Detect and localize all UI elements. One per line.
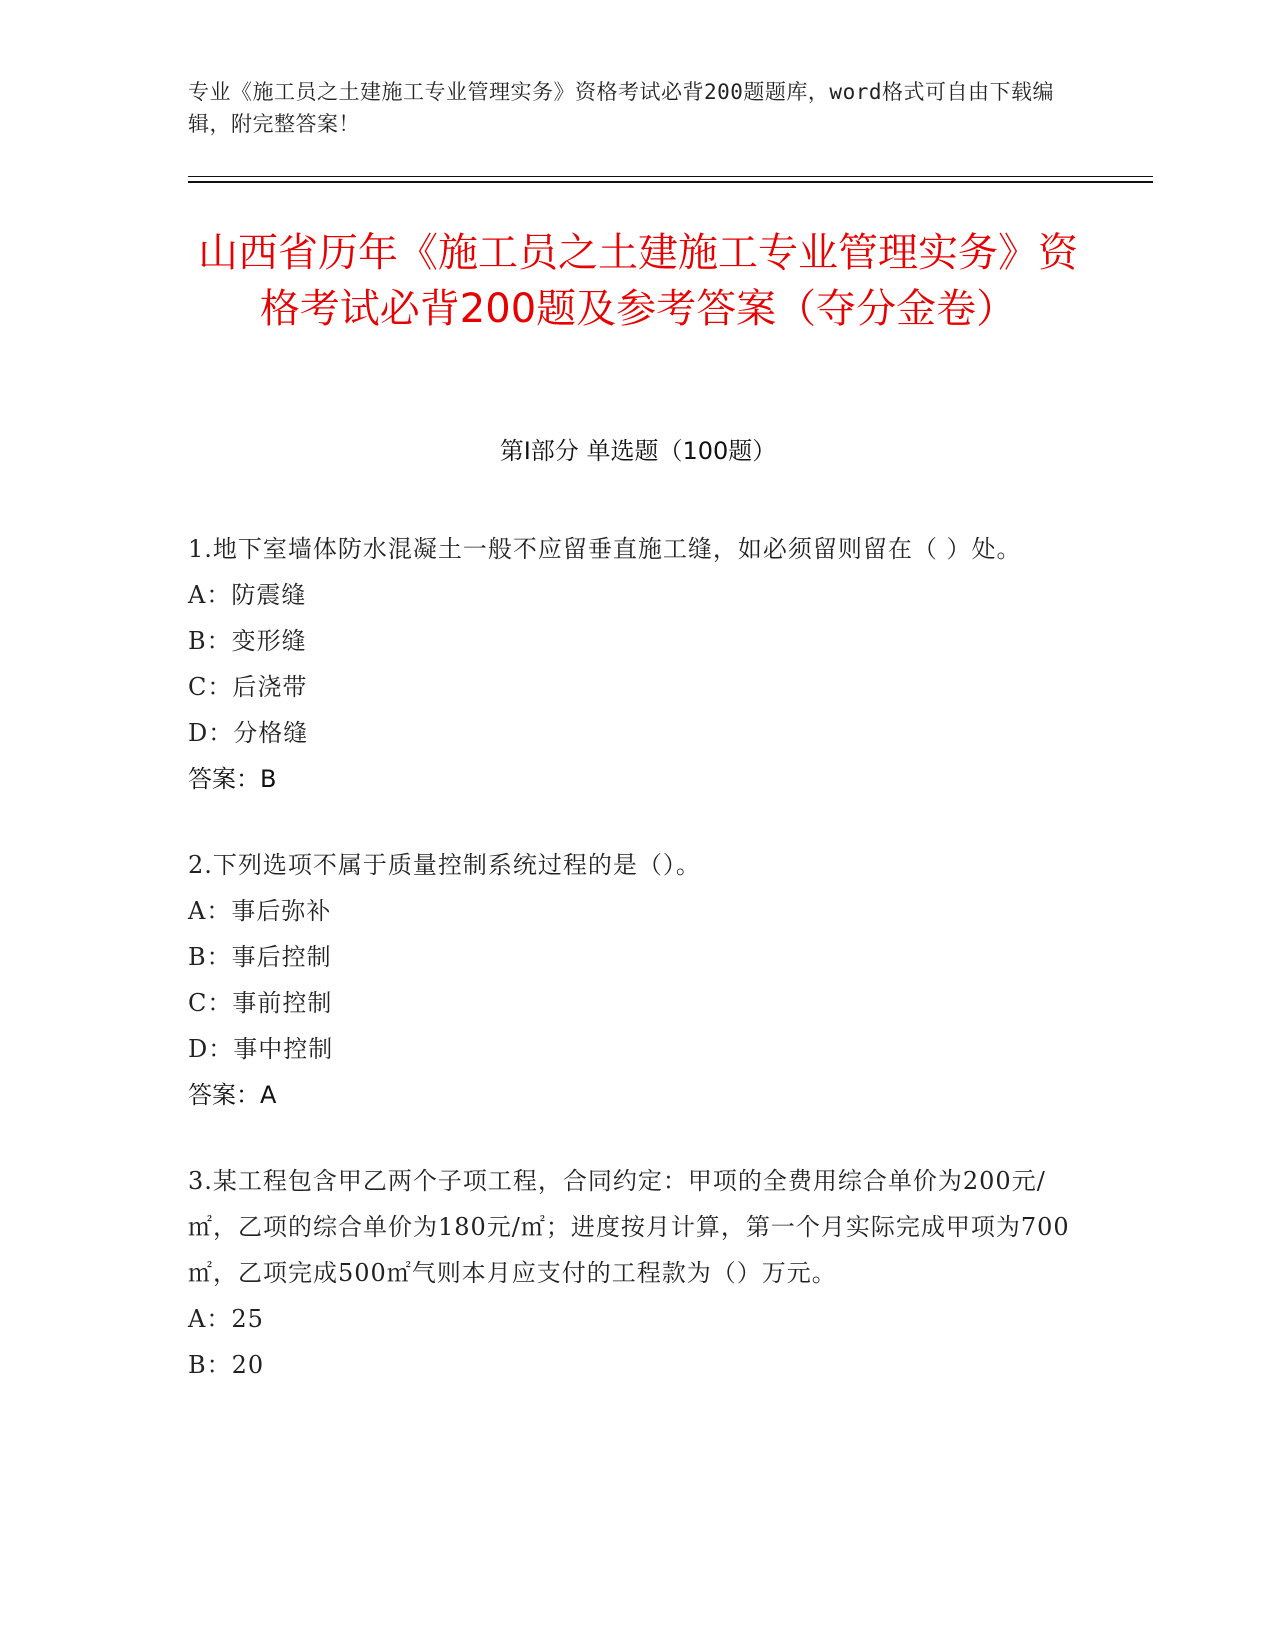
option-b: B：事后控制 <box>188 943 332 971</box>
answer-line: 答案：B <box>188 765 277 793</box>
question-2 <box>188 842 1078 1118</box>
option-a: A：事后弥补 <box>188 897 332 925</box>
option-d: D：事中控制 <box>188 1035 334 1063</box>
section-heading: 第Ⅰ部分 单选题（100题） <box>499 437 777 465</box>
header-note: 专业《施工员之土建施工专业管理实务》资格考试必背200题题库，word格式可自由下载编辑，附完整答案！ <box>188 80 1054 136</box>
option-a: A：25 <box>188 1305 264 1333</box>
question-3 <box>188 1158 1078 1388</box>
header-divider-thick <box>188 181 1153 183</box>
question-text: 2.下列选项不属于质量控制系统过程的是（）。 <box>188 851 701 879</box>
question-text: 1.地下室墙体防水混凝土一般不应留垂直施工缝，如必须留则留在（ ）处。 <box>188 535 1022 563</box>
question-list <box>188 526 1078 1428</box>
option-c: C：后浇带 <box>188 673 308 701</box>
option-b: B：变形缝 <box>188 627 307 655</box>
option-b: B：20 <box>188 1351 265 1379</box>
option-d: D：分格缝 <box>188 719 309 747</box>
option-c: C：事前控制 <box>188 989 333 1017</box>
answer-line: 答案：A <box>188 1081 277 1109</box>
question-text: 3.某工程包含甲乙两个子项工程，合同约定：甲项的全费用综合单价为200元/㎡，乙项的综合单价为180元/㎡；进度按月计算，第一个月实际完成甲项为700㎡，乙项完成500㎡气则本月应支付的工程款为（）万元。 <box>188 1167 1070 1287</box>
header-divider-thin <box>188 176 1153 177</box>
option-a: A：防震缝 <box>188 581 307 609</box>
question-1 <box>188 526 1078 802</box>
document-title: 山西省历年《施工员之土建施工专业管理实务》资格考试必背200题及参考答案（夺分金卷） <box>198 230 1078 332</box>
